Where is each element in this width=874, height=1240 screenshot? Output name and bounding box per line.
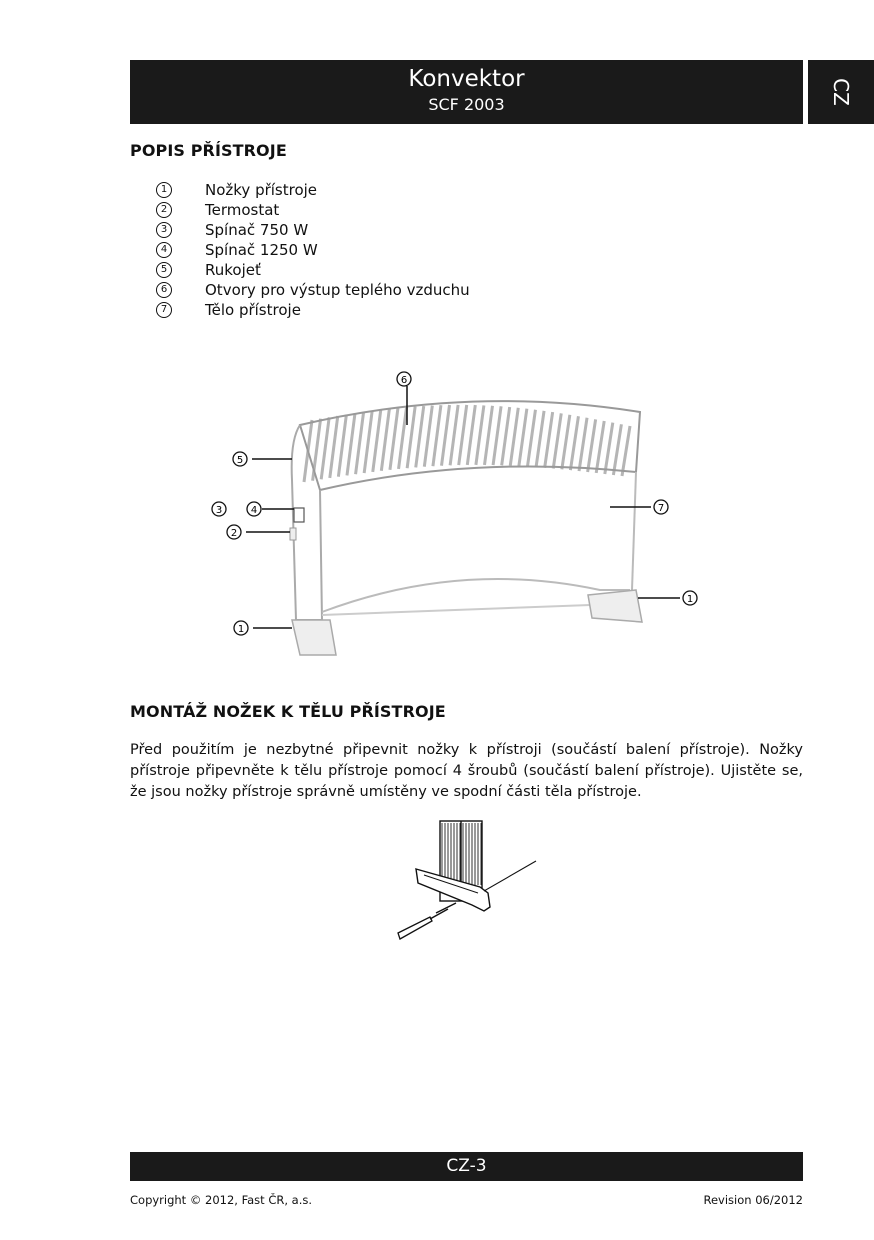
grille-slat <box>613 424 621 475</box>
callout-number: 1 <box>237 624 245 635</box>
product-title: Konvektor <box>408 66 525 92</box>
callout-6 <box>397 372 411 386</box>
callout-5 <box>233 452 247 466</box>
grille-slat <box>510 408 518 466</box>
heater-base-line <box>322 605 590 615</box>
grille-slat <box>373 410 381 472</box>
callout-number: 2 <box>230 528 238 539</box>
grille-slat <box>407 407 415 469</box>
part-number: 4 <box>156 242 172 258</box>
callout-number: 1 <box>686 594 694 605</box>
grille-slat <box>622 426 630 476</box>
copyright-text: Copyright © 2012, Fast ČR, a.s. <box>130 1193 313 1207</box>
part-label: Otvory pro výstup teplého vzduchu <box>205 281 470 299</box>
grille-slat <box>519 409 527 466</box>
grille-slat <box>330 416 338 478</box>
grille-slat <box>545 412 553 468</box>
product-model: SCF 2003 <box>428 95 505 114</box>
callout-4 <box>247 502 261 516</box>
grille-slat <box>562 415 570 470</box>
grille-slat <box>381 409 389 471</box>
grille-slat <box>536 411 544 467</box>
part-number: 1 <box>156 182 172 198</box>
grille-slat <box>399 407 407 469</box>
assembly-instructions: Před použitím je nezbytné připevnit nožky k přístroji (součástí balení přístroje). Nožky přístroje připevněte k tělu přístroje pomocí 4 šroubů (součástí balení přístroje). Ujistěte se, že jsou nožky přístroje správně umístěny ve spodní části těla přístroje. <box>130 742 803 800</box>
part-label: Rukojeť <box>205 261 261 279</box>
screw <box>436 903 456 913</box>
callout-3 <box>212 502 226 516</box>
grille-slat <box>424 406 432 467</box>
grille-slat <box>321 417 329 479</box>
grille-slat <box>338 415 346 477</box>
air-outlet-grille <box>304 405 630 482</box>
screwdriver-icon <box>398 917 432 939</box>
callout-number: 5 <box>236 455 244 466</box>
heater-right-panel <box>632 472 636 590</box>
grille-slat <box>553 413 561 468</box>
section-title-assembly: MONTÁŽ NOŽEK K TĚLU PŘÍSTROJE <box>130 702 446 721</box>
thermostat-knob <box>290 528 296 540</box>
grille-slat <box>347 413 355 475</box>
callout-2 <box>227 525 241 539</box>
callout-number: 6 <box>400 375 408 386</box>
heater-foot-left <box>292 620 336 655</box>
grille-slat <box>502 407 510 465</box>
grille-slat <box>588 419 596 472</box>
language-label: CZ <box>829 78 853 106</box>
heater-diagram <box>0 355 874 685</box>
language-tab <box>808 60 874 124</box>
revision-text: Revision 06/2012 <box>703 1193 803 1207</box>
part-number: 2 <box>156 202 172 218</box>
part-number: 3 <box>156 222 172 238</box>
callout-number: 3 <box>215 505 223 516</box>
grille-slat <box>356 412 364 474</box>
heater-foot-right <box>588 590 642 622</box>
grille-slat <box>484 406 492 465</box>
grille-slat <box>459 405 467 465</box>
callout-number: 7 <box>657 503 665 514</box>
callout-number: 4 <box>250 505 258 516</box>
grille-slat <box>570 416 578 470</box>
grille-slat <box>476 405 484 464</box>
header-bar <box>130 60 803 124</box>
part-label: Spínač 750 W <box>205 221 309 239</box>
grille-slat <box>390 408 398 470</box>
part-label: Nožky přístroje <box>205 181 318 199</box>
callout-7 <box>654 500 668 514</box>
callout-1-right <box>683 591 697 605</box>
switch-panel <box>294 508 304 522</box>
part-number: 5 <box>156 262 172 278</box>
grille-slat <box>493 406 501 465</box>
callout-1-left <box>234 621 248 635</box>
grille-slat <box>527 410 535 467</box>
grille-slat <box>596 421 604 473</box>
part-label: Tělo přístroje <box>205 301 301 319</box>
grille-slat <box>605 423 613 474</box>
page-number-bar: CZ-3 <box>130 1152 803 1181</box>
grille-slat <box>467 405 475 465</box>
part-label: Termostat <box>205 201 280 219</box>
grille-slat <box>450 405 458 465</box>
part-number: 7 <box>156 302 172 318</box>
assembly-diagram <box>380 815 550 950</box>
grille-slat <box>364 411 372 473</box>
heater-bottom-edge <box>322 579 630 612</box>
grille-slat <box>416 406 424 467</box>
section-title-description: POPIS PŘÍSTROJE <box>130 141 287 160</box>
part-label: Spínač 1250 W <box>205 241 318 259</box>
grille-slat <box>442 405 450 466</box>
screwdriver-shaft <box>430 909 448 919</box>
grille-slat <box>433 405 441 466</box>
part-number: 6 <box>156 282 172 298</box>
floor-edge <box>484 861 536 891</box>
grille-slat <box>579 418 587 471</box>
